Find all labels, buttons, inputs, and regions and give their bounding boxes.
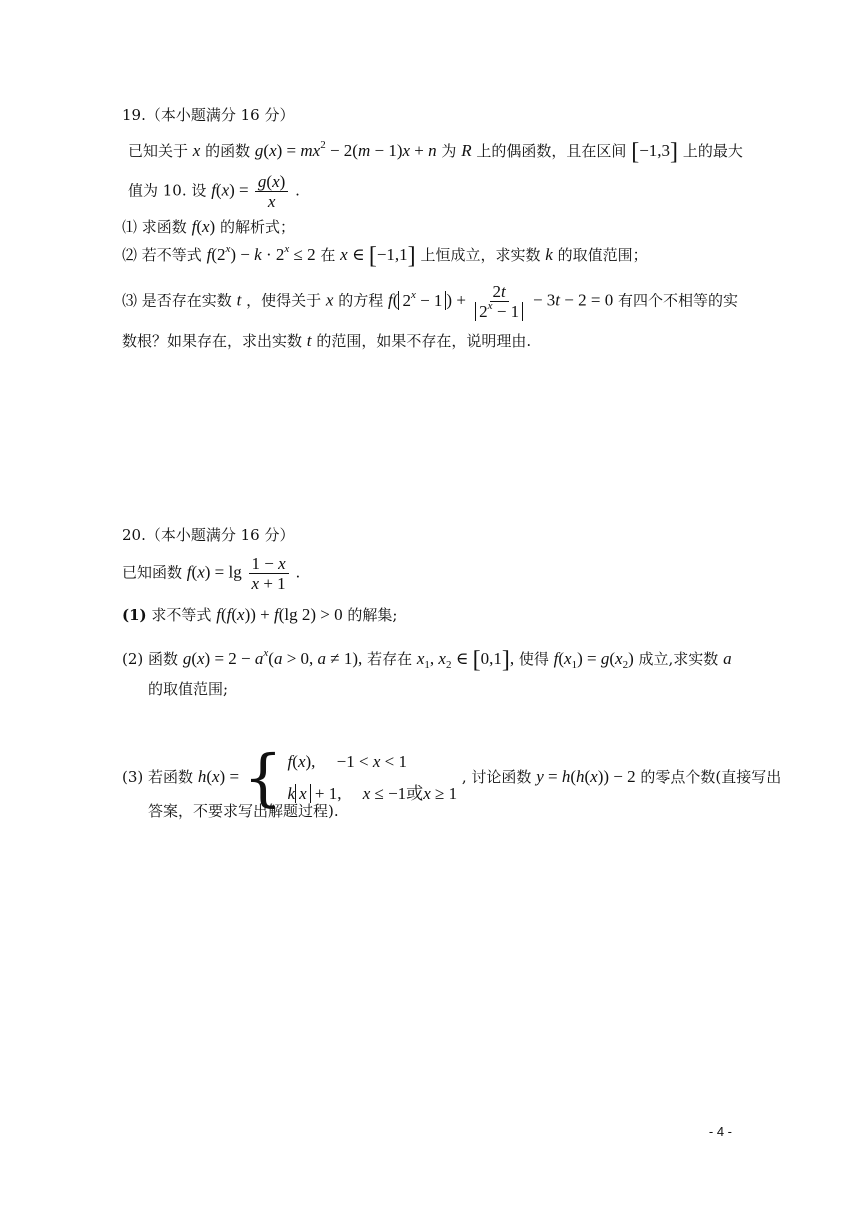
q19-part1: ⑴ 求函数 f(x) 的解析式； [122,217,296,236]
q20-intro: 已知函数 f(x) = lg $\frac{1 - x}{x + 1}$ . [122,554,301,593]
q20-part3-cont: 答案，不要求写出解题过程). [148,802,339,820]
q19-header: 19.（本小题满分 16 分） [122,106,295,124]
q19-part3-cont: 数根？如果存在，求出实数 t 的范围，如果不存在，说明理由. [122,331,532,350]
q20-part2: (2) 函数 $g(x) = 2 - a^x(a > 0$, a ≠ 1), 若存在 $x_1$, $x_2$ ∈ [0,1], 使得 $f(x_1) = g(x_2)$ 成立,求实数 a [122,647,732,673]
q19-intro-line1: 已知关于 x 的函数 $g(x) = mx^2 - 2(m - 1)x + n$ 为 R 上的偶函数，且在区间 [−1,3] 上的最大 [128,139,743,165]
q19-part2: ⑵ 若不等式 $f(2^x) - k \cdot 2^x \le 2$ 在 x ∈ [−1,1] 上恒成立，求实数 k 的取值范围； [122,243,648,269]
q20-part1: (1) 求不等式 f(f(x)) + f(lg 2) > 0 的解集; [122,605,398,624]
q20-header: 20.（本小题满分 16 分） [122,526,295,544]
q19-intro-line2: 值为 10. 设 f(x) = $\frac{g(x)}{x}$ . [128,172,300,211]
q20-part3: (3) 若函数 h(x) = { f(x), −1 < x < 1 k x + 1, x ≤ −1或x ≥ 1 , 讨论函数 y = h(h(x)) − 2 的零点个数(直接写出 [122,741,782,814]
page-number: - 4 - [708,1124,732,1139]
q20-part2-cont: 的取值范围; [148,680,229,698]
q19-part3: ⑶ 是否存在实数 t ，使得关于 x 的方程 f( $2^x - 1$ ) + $\frac{2t}{2^x - 1}$ − 3t − 2 = 0 有四个不相等的实 [122,282,738,321]
